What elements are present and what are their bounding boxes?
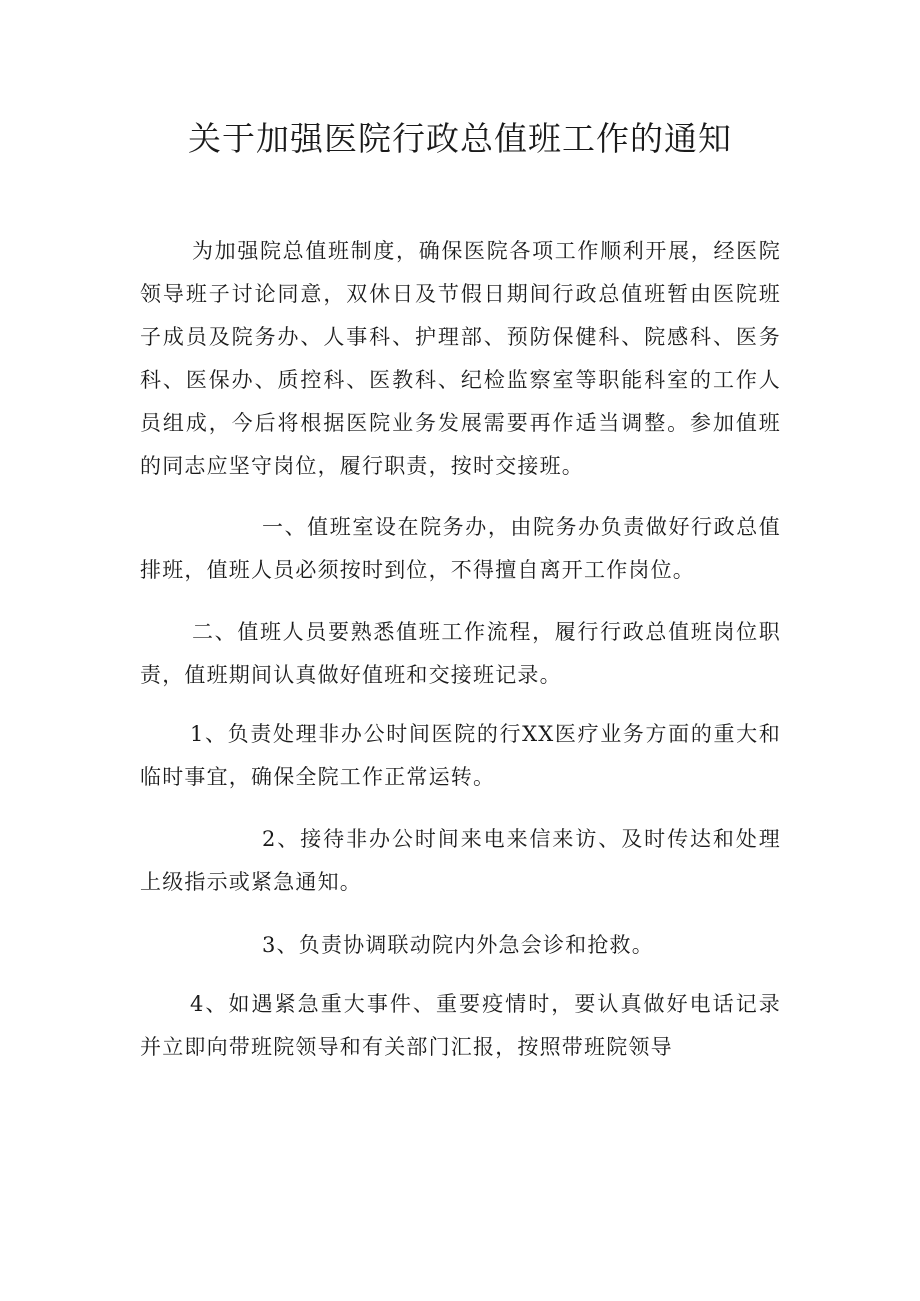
paragraph-section-one: 一、值班室设在院务办，由院务办负责做好行政总值排班，值班人员必须按时到位，不得擅自离开工作岗位。 [140, 515, 781, 582]
paragraph-item-3: 3、负责协调联动院内外急会诊和抢救。 [262, 933, 654, 957]
paragraph-intro: 为加强院总值班制度，确保医院各项工作顺利开展，经医院领导班子讨论同意，双休日及节假日期间行政总值班暂由医院班子成员及院务办、人事科、护理部、预防保健科、院感科、医务科、医保办、质控科、医教科、纪检监察室等职能科室的工作人员组成，今后将根据医院业务发展需要再作适当调整。参加值班的同志应坚守岗位，履行职责，按时交接班。 [140, 239, 781, 478]
paragraph-section-two: 二、值班人员要熟悉值班工作流程，履行行政总值班岗位职责，值班期间认真做好值班和交接班记录。 [140, 620, 781, 687]
paragraph-item-4: 4、如遇紧急重大事件、重要疫情时，要认真做好电话记录并立即向带班院领导和有关部门汇报，按照带班院领导 [140, 992, 781, 1059]
paragraph-item-1: 1、负责处理非办公时间医院的行XX医疗业务方面的重大和临时事宜，确保全院工作正常运转。 [140, 722, 781, 789]
paragraph-item-2: 2、接待非办公时间来电来信来访、及时传达和处理上级指示或紧急通知。 [140, 827, 781, 894]
document-title: 关于加强医院行政总值班工作的通知 [188, 119, 732, 158]
